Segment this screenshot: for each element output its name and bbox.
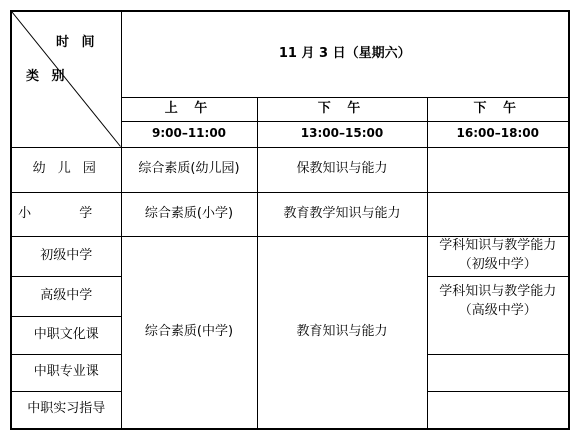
table-row: [11, 192, 569, 236]
subject-primary-morning: 综合素质(小学): [121, 192, 257, 236]
category-senior-middle: 高级中学: [11, 276, 121, 316]
subject-junior-late-afternoon: [427, 236, 569, 276]
subject-secondary-morning: 综合素质(中学): [121, 236, 257, 429]
table-row: [11, 236, 569, 276]
exam-date: 11 月 3 日（星期六）: [121, 11, 569, 97]
exam-schedule-table: [10, 10, 570, 430]
subject-primary-afternoon: 教育教学知识与能力: [257, 192, 427, 236]
period-label-2: 下 午: [257, 97, 427, 121]
period-time-2: 13:00–15:00: [257, 121, 427, 147]
subject-secondary-afternoon: 教育知识与能力: [257, 236, 427, 429]
empty-cell: [427, 354, 569, 391]
category-vocational-culture: 中职文化课: [11, 316, 121, 354]
period-time-1: 9:00–11:00: [121, 121, 257, 147]
category-vocational-internship: 中职实习指导: [11, 391, 121, 429]
empty-cell: [427, 147, 569, 192]
category-junior-middle: 初级中学: [11, 236, 121, 276]
period-time-3: 16:00–18:00: [427, 121, 569, 147]
subject-junior-title: 学科知识与教学能力: [439, 238, 557, 254]
category-kindergarten: 幼 儿 园: [11, 147, 121, 192]
subject-kindergarten-morning: 综合素质(幼儿园): [121, 147, 257, 192]
subject-kindergarten-afternoon: 保教知识与能力: [257, 147, 427, 192]
category-vocational-professional: 中职专业课: [11, 354, 121, 391]
table-row: [11, 147, 569, 192]
corner-time-label: 时 间: [55, 35, 99, 50]
subject-senior-title: 学科知识与教学能力: [439, 284, 557, 300]
empty-cell: [427, 192, 569, 236]
subject-senior-late-afternoon: [427, 276, 569, 354]
subject-junior-note: （初级中学）: [458, 257, 537, 272]
period-label-1: 上 午: [121, 97, 257, 121]
period-label-3: 下 午: [427, 97, 569, 121]
subject-senior-note: （高级中学）: [458, 303, 537, 318]
header-corner-cell: [11, 11, 121, 147]
empty-cell: [427, 391, 569, 429]
category-primary: 小 学: [11, 192, 121, 236]
corner-category-label: 类 别: [26, 68, 69, 84]
